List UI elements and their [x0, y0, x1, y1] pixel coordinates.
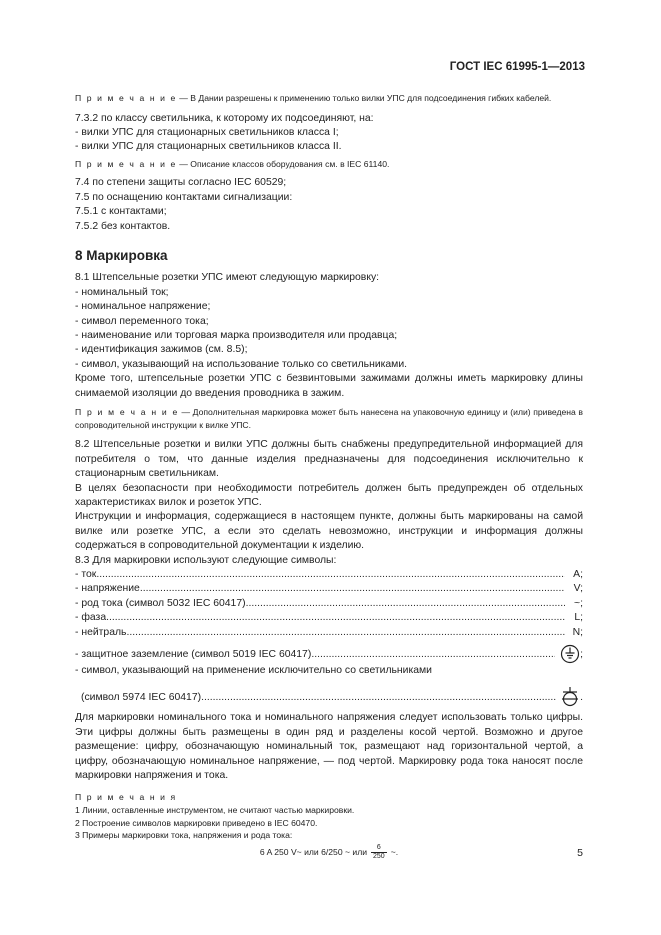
symbol-row-neutral: - нейтраль ..... N;: [75, 626, 583, 640]
note-additional-marking: П р и м е ч а н и е — Дополнительная маркировка может быть нанесена на упаковочную единицу и (или) приведена в сопроводительной инструкции к вилке УПС.: [75, 407, 584, 430]
section-8-2: 8.2 Штепсельные розетки и вилки УПС должны быть снабжены предупредительной информацией для потребителя о том, что данные изделия предназначены для подсоединения исключительно к стационарным светильникам. В целях безопасности при необходимости потребитель должен быть предупрежден об отдельных характеристиках вилок и розеток УПС. Инструкции и информация, содержащиеся в настоящем пункте, должны быть маркированы на самой вилке или розетке УПС, а если это сделать невозможно, инструкции и информация должны содержаться в сопроводительной документации к изделию.: [75, 439, 583, 552]
symbol-row-current: - ток ..... A;: [75, 568, 583, 582]
symbol-row-protective-earth: - защитное заземление (символ 5019 IEC 60417) ..... ;: [75, 644, 583, 664]
symbol-row-phase: - фаза ..... L;: [75, 611, 583, 625]
section-7-3-2: 7.3.2 по классу светильника, к которому их подсоединяют, на: - вилки УПС для стационарных светильников класса I; - вилки УПС для стационарных светильников класса II.: [75, 112, 374, 153]
note-classes: П р и м е ч а н и е — Описание классов оборудования см. в IEC 61140.: [75, 158, 390, 169]
page-number: 5: [577, 847, 583, 859]
section-title-marking: 8 Маркировка: [75, 248, 168, 264]
section-7-4: 7.4 по степени защиты согласно IEC 60529; 7.5 по оснащению контактами сигнализации: 7.5.1 с контактами; 7.5.2 без контактов.: [75, 177, 293, 232]
luminaire-only-icon: [560, 686, 580, 708]
marking-example: 6 A 250 V~ или 6/250 ~ или $\frac{6}{250}$ ~.: [259, 843, 399, 860]
fraction: $\frac{6}{250}$: [373, 843, 385, 860]
note-denmark: П р и м е ч а н и е — В Дании разрешены к применению только вилки УПС для подсоединения гибких кабелей.: [75, 93, 552, 103]
symbol-row-luminaire: (символ 5974 IEC 60417) ..... .: [75, 686, 583, 708]
notes-block: П р и м е ч а н и я 1 Линии, оставленные инструментом, не считают частью маркировки. 2 Построение символов маркировки приведено в IEC 60470. 3 Примеры маркировки тока, напряжения и рода тока: 6 A 250 V~ или 6/250 ~ или $\frac{6}{250}$ ~.: [75, 791, 583, 860]
protective-earth-icon: [560, 644, 580, 664]
symbol-row-voltage: - напряжение ..... V;: [75, 582, 583, 596]
document-header: ГОСТ IEC 61995-1—2013: [449, 61, 585, 73]
section-8-3: 8.3 Для маркировки используют следующие символы: - ток ..... A; - напряжение ..... V; - род тока (символ 5032 IEC 60417) ..... ~; - фаза ..... L; - нейтраль ..... N; - защитное заземление (символ 5019 IEC 60417) ..... ; - символ, указывающий на применение исключительно со светильниками (символ 5974 IEC 60417) ..... . Для маркировки номинального тока и номинального напряжения следует использовать только цифры. Эти цифры должны быть размещены в один ряд и разделены косой чертой. Возможно и другое размещение: цифру, обозначающую номинальный ток, размещают над горизонтальной чертой, а цифру, обозначающую номинальное напряжение, — под чертой. Маркировку рода тока наносят после маркировки напряжения и тока.: [75, 554, 583, 784]
page-content: [75, 92, 583, 861]
symbol-row-current-type: - род тока (символ 5032 IEC 60417) ..... ~;: [75, 597, 583, 611]
section-8-1: 8.1 Штепсельные розетки УПС имеют следующую маркировку: - номинальный ток; - номинальное напряжение; - символ переменного тока; - наименование или торговая марка производителя или продавца; - идентификация зажимов (см. 8.5); - символ, указывающий на использование только со светильниками. Кроме того, штепсельные розетки УПС с безвинтовыми зажимами должны иметь маркировку длины снимаемой изоляции до введения проводника в зажим.: [75, 272, 583, 399]
